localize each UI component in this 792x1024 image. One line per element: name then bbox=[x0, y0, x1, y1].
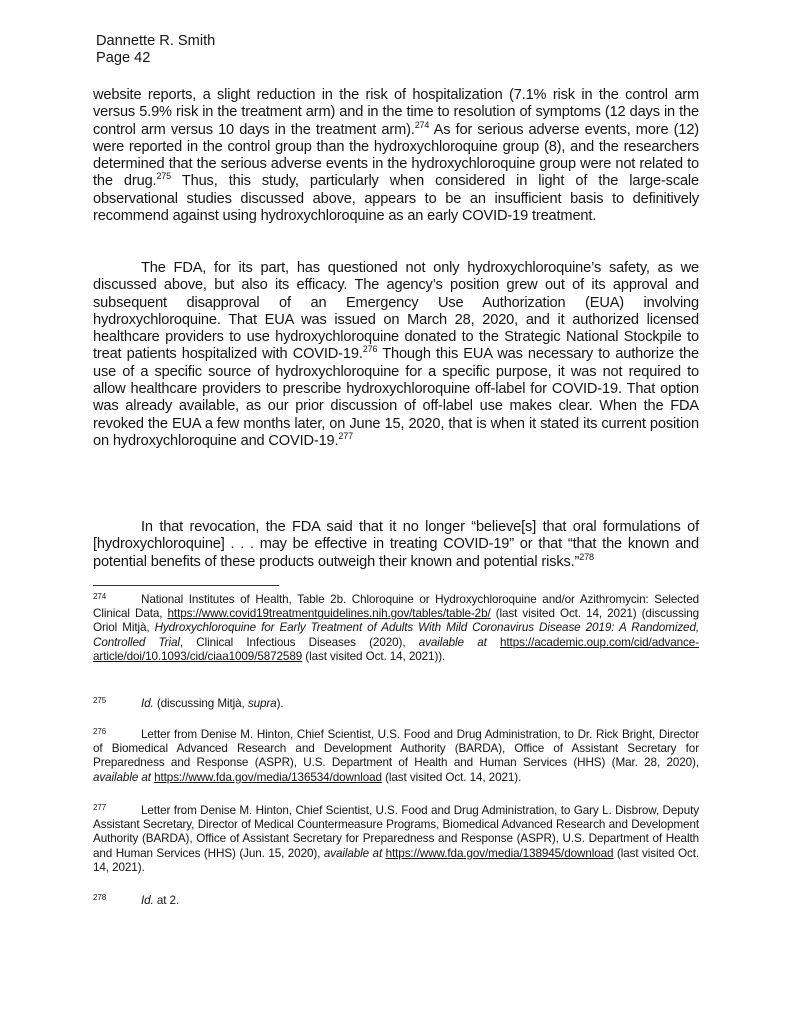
text-run: Thus, this study, particularly when considered in light of the large-scale observational studies discussed above, appears to be an insufficient basis to definitively recommend against using hydroxychloroquine as an early COVID-19 treatment. bbox=[93, 173, 699, 225]
text-run: (last visited Oct. 14, 2021). bbox=[93, 846, 699, 874]
text-run: Letter from Denise M. Hinton, Chief Scientist, U.S. Food and Drug Administration, to Dr. Rick Bright, Director of Biomedical Advanced Research and Development Authority (BARDA), Office of Assistant Secretary for Preparedness and Response (ASPR), U.S. Department of Health and Human Services (HHS) (Mar. 28, 2020), bbox=[93, 728, 699, 770]
text-run: (last visited Oct. 14, 2021). bbox=[381, 770, 522, 784]
text-run: website reports, a slight reduction in the risk of hospitalization (7.1% risk in the control arm versus 5.9% risk in the treatment arm) and in the time to resolution of symptoms (12 days in the control arm versus 10 days in the treatment arm). bbox=[93, 87, 699, 138]
footnote-277: 277 Letter from Denise M. Hinton, Chief Scientist, U.S. Food and Drug Administration, to Gary L. Disbrow, Deputy Assistant Secretary, Director of Medical Countermeasure Programs, Biomedical Advanced Research and Development Authority (BARDA), Office of Assistant Secretary for Preparedness and Response (ASPR), U.S. Department of Health and Human Services (HHS) (Jun. 15, 2020), available at https://www.fda.gov/media/138945/download (last visited Oct. 14, 2021). bbox=[93, 803, 699, 874]
italic-text: available at bbox=[418, 635, 487, 649]
letter-header bbox=[96, 33, 215, 67]
text-run: (last visited Oct. 14, 2021)). bbox=[302, 649, 446, 663]
text-run bbox=[487, 636, 500, 649]
italic-text: available at bbox=[93, 770, 151, 784]
footnote-reference[interactable]: 275 bbox=[156, 171, 172, 182]
recipient-name: Dannette R. Smith bbox=[96, 33, 216, 49]
italic-text: supra bbox=[247, 697, 277, 710]
footnote-274: 274 National Institutes of Health, Table 2b. Chloroquine or Hydroxychloroquine and/or Azithromycin: Selected Clinical Data, https://www.covid19treatmentguidelines.nih.gov/tables/table-2b/ (last visited Oct. 14, 2021) (discussing Oriol Mitjà, Hydroxychloroquine for Early Treatment of Adults With Mild Coronavirus Disease 2019: A Randomized, Controlled Trial, Clinical Infectious Diseases (2020), available at https://academic.oup.com/cid/advance-article/doi/10.1093/cid/ciaa1009/5872589 (last visited Oct. 14, 2021)). bbox=[93, 592, 700, 663]
url-link[interactable]: https://academic.oup.com/cid/advance-article/doi/10.1093/cid/ciaa1009/5872589 bbox=[93, 635, 699, 663]
text-run: Though this EUA was necessary to authorize the use of a specific source of hydroxychloroquine for a specific purpose, it was not required to allow healthcare providers to prescribe hydroxychloroquine off-label for COVID-19. That option was already available, as our prior discussion of off-label use makes clear. When the FDA revoked the EUA a few months later, on June 15, 2020, that is when it stated its current position on hydroxychloroquine and COVID-19. bbox=[93, 346, 699, 449]
footnote-276: 276 Letter from Denise M. Hinton, Chief Scientist, U.S. Food and Drug Administration, to Dr. Rick Bright, Director of Biomedical Advanced Research and Development Authority (BARDA), Office of Assistant Secretary for Preparedness and Response (ASPR), U.S. Department of Health and Human Services (HHS) (Mar. 28, 2020), available at https://www.fda.gov/media/136534/download (last visited Oct. 14, 2021). bbox=[93, 727, 699, 784]
italic-text: Hydroxychloroquine for Early Treatment of Adults With Mild Coronavirus Disease 2019: A Randomized, Controlled Trial bbox=[93, 621, 700, 649]
italic-text: available at bbox=[323, 846, 383, 860]
italic-text: Id. bbox=[141, 697, 154, 710]
url-link[interactable]: https://www.covid19treatmentguidelines.nih.gov/tables/table-2b/ bbox=[167, 607, 491, 621]
text-run: at 2. bbox=[153, 894, 180, 907]
body-paragraph-2 bbox=[93, 260, 699, 450]
url-link[interactable]: https://www.fda.gov/media/136534/download bbox=[154, 770, 382, 784]
text-run: The FDA, for its part, has questioned not only hydroxychloroquine’s safety, as we discussed above, but also its efficacy. The agency’s position grew out of its approval and subsequent disapproval of an Emergency Use Authorization (EUA) involving hydroxychloroquine. That EUA was issued on March 28, 2020, and it authorized licensed healthcare providers to use hydroxychloroquine donated to the Strategic National Stockpile to treat patients hospitalized with COVID-19. bbox=[93, 260, 699, 363]
footnote-275: 275 Id. (discussing Mitjà, supra). bbox=[93, 696, 284, 710]
footnote-reference[interactable]: 274 bbox=[414, 119, 430, 130]
text-run: National Institutes of Health, Table 2b. Chloroquine or Hydroxychloroquine and/or Azithromycin: Selected Clinical Data, bbox=[93, 593, 699, 621]
footnote-reference[interactable]: 278 bbox=[579, 551, 594, 562]
text-run: (discussing Mitjà, bbox=[153, 697, 248, 710]
footnote-reference[interactable]: 277 bbox=[338, 430, 353, 441]
footnote-278: 278 Id. at 2. bbox=[93, 893, 180, 907]
text-run: Letter from Denise M. Hinton, Chief Scientist, U.S. Food and Drug Administration, to Gary L. Disbrow, Deputy Assistant Secretary, Director of Medical Countermeasure Programs, Biomedical Advanced Research and Development Authority (BARDA), Office of Assistant Secretary for Preparedness and Response (ASPR), U.S. Department of Health and Human Services (HHS) (Jun. 15, 2020), bbox=[93, 804, 699, 860]
text-run: (last visited Oct. 14, 2021) (discussing Oriol Mitjà, bbox=[93, 607, 699, 635]
italic-text: Id. bbox=[141, 894, 154, 907]
text-run: , Clinical Infectious Diseases (2020), bbox=[179, 635, 419, 649]
footnote-reference[interactable]: 276 bbox=[362, 344, 378, 355]
page-number: Page 42 bbox=[96, 50, 151, 66]
url-link[interactable]: https://www.fda.gov/media/138945/download bbox=[385, 846, 614, 860]
body-paragraph-1 bbox=[93, 87, 699, 225]
text-run: As for serious adverse events, more (12) were reported in the control group than the hydroxychloroquine group (8), and the researchers determined that the serious adverse events in the hydroxychloroquine group were not related to the drug. bbox=[93, 121, 699, 190]
footnote-separator bbox=[93, 585, 279, 586]
text-run: In that revocation, the FDA said that it no longer “believe[s] that oral formulations of [hydroxychloroquine] . . . may be effective in treating COVID-19” or that “that the known and potential benefits of these products outweigh their known and potential risks.” bbox=[93, 519, 699, 570]
text-run: ). bbox=[276, 697, 284, 710]
body-paragraph-3 bbox=[93, 519, 699, 571]
